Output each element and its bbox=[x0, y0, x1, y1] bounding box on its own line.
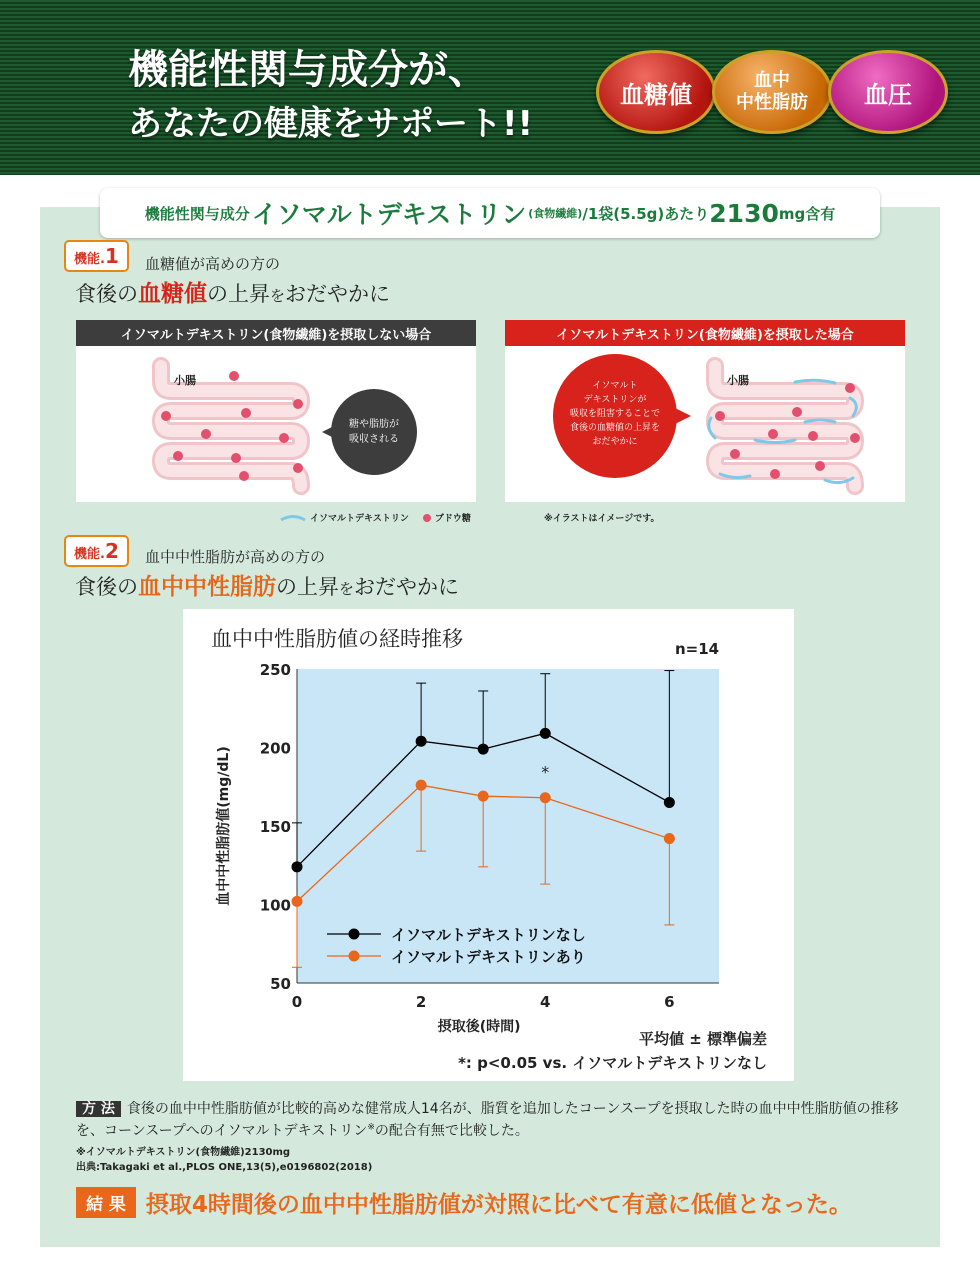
heading-part: おだやかに bbox=[285, 282, 391, 306]
data-point bbox=[478, 744, 489, 755]
data-point bbox=[664, 797, 675, 808]
legend-label: イソマルトデキストリンあり bbox=[391, 948, 586, 966]
x-tick-label: 2 bbox=[415, 993, 427, 1011]
result-label: 結 果 bbox=[76, 1187, 136, 1218]
heading-part: の上昇 bbox=[276, 575, 339, 599]
x-axis-label: 摂取後(時間) bbox=[437, 1019, 521, 1035]
heading-part: を bbox=[339, 580, 355, 598]
data-point bbox=[540, 792, 551, 803]
result-text: 摂取4時間後の血中中性脂肪値が対照に比べて有意に低値となった。 bbox=[145, 1192, 852, 1218]
legend-isomalto: イソマルトデキストリン bbox=[310, 514, 409, 524]
significance-mark: * bbox=[541, 762, 550, 782]
heading-part: 食後の bbox=[75, 282, 138, 306]
illustration-legend bbox=[280, 511, 471, 524]
chart-title: 血中中性脂肪値の経時推移 bbox=[211, 627, 463, 651]
y-tick-label: 150 bbox=[259, 818, 291, 836]
method-mark: ※ bbox=[367, 1122, 375, 1133]
ingredient-prefix: 機能性関与成分 bbox=[144, 204, 250, 223]
heading-part: おだやかに bbox=[354, 575, 460, 599]
ingredient-amount: 2130 bbox=[709, 198, 779, 228]
legend-marker bbox=[349, 929, 360, 940]
ingredient-banner bbox=[100, 188, 880, 238]
header-banner bbox=[0, 0, 980, 175]
ingredient-per: /1袋(5.5g)あたり bbox=[582, 204, 710, 223]
function1-tag bbox=[64, 240, 129, 272]
tag-number: 2 bbox=[104, 539, 119, 563]
chart-n-label: n=14 bbox=[675, 640, 720, 658]
headline-line1: 機能性関与成分が、 bbox=[128, 47, 488, 93]
without-box-title: イソマルトデキストリン(食物繊維)を摂取しない場合 bbox=[76, 320, 476, 346]
heading-part: を bbox=[270, 287, 286, 305]
speech-bubble bbox=[331, 389, 417, 475]
data-point bbox=[416, 780, 427, 791]
illustration-note: ※イラストはイメージです。 bbox=[544, 514, 660, 524]
organ-label: 小腸 bbox=[727, 374, 749, 387]
badge-label: 中性脂肪 bbox=[736, 92, 808, 113]
method-text: 食後の血中中性脂肪値が比較的高めな健常成人14名が、脂質を追加したコーンスープを摂取した時の血中中性脂肪値の推移を、コーンスープへのイソマルトデキストリン bbox=[76, 1101, 899, 1139]
headline-line2: あなたの健康をサポート!! bbox=[128, 104, 534, 144]
x-tick-label: 0 bbox=[291, 993, 303, 1011]
bubble-line1: 糖や脂肪が bbox=[349, 419, 399, 430]
heading-highlight: 血中中性脂肪 bbox=[138, 574, 276, 600]
bubble-line: おだやかに bbox=[592, 437, 638, 447]
badge-blood-pressure bbox=[828, 50, 948, 134]
function2-heading bbox=[75, 568, 459, 601]
function2-tag bbox=[64, 535, 129, 567]
footnotes bbox=[76, 1145, 372, 1175]
legend-label: イソマルトデキストリンなし bbox=[391, 926, 586, 944]
data-point bbox=[540, 728, 551, 739]
bubble-line2: 吸収される bbox=[349, 434, 399, 445]
bubble-line: デキストリンが bbox=[583, 395, 647, 405]
intestine-without-illustration bbox=[76, 346, 476, 502]
heading-part: の上昇 bbox=[207, 282, 270, 306]
method-section bbox=[76, 1099, 916, 1142]
method-text-end: の配合有無で比較した。 bbox=[374, 1122, 529, 1139]
function1-caption: 血糖値が高めの方の bbox=[145, 255, 281, 273]
heading-part: 食後の bbox=[75, 575, 138, 599]
bubble-line: 吸収を阻害することで bbox=[569, 409, 661, 419]
bubble-line: 食後の血糖値の上昇を bbox=[569, 423, 661, 433]
glucose-swatch-icon bbox=[423, 514, 431, 522]
result-section bbox=[76, 1186, 852, 1219]
footnote-dose: ※イソマルトデキストリン(食物繊維)2130mg bbox=[76, 1147, 291, 1158]
organ-label: 小腸 bbox=[174, 374, 196, 387]
badge-triglyceride bbox=[712, 50, 832, 134]
without-illustration-box bbox=[76, 320, 476, 502]
y-axis-label: 血中中性脂肪値(mg/dL) bbox=[216, 746, 232, 906]
ingredient-name: イソマルトデキストリン bbox=[251, 200, 527, 229]
tag-label: 機能. bbox=[74, 547, 105, 562]
intestine-with-illustration bbox=[505, 346, 905, 502]
chart-svg bbox=[183, 609, 794, 1081]
data-point bbox=[292, 861, 303, 872]
legend-marker bbox=[349, 951, 360, 962]
isomalto-swatch-icon bbox=[280, 514, 306, 522]
method-label: 方 法 bbox=[76, 1101, 121, 1117]
x-tick-label: 6 bbox=[664, 993, 675, 1011]
footnote-source: 出典:Takagaki et al.,PLOS ONE,13(5),e0196802(2018) bbox=[76, 1162, 373, 1173]
ingredient-type: (食物繊維) bbox=[528, 207, 583, 220]
legend-glucose: ブドウ糖 bbox=[434, 514, 471, 524]
badge-label: 血圧 bbox=[864, 80, 912, 109]
triglyceride-chart bbox=[183, 609, 794, 1081]
chart-note-stats: 平均値 ± 標準偏差 bbox=[638, 1030, 767, 1048]
data-point bbox=[416, 736, 427, 747]
bubble-line: イソマルト bbox=[592, 381, 638, 391]
function1-heading bbox=[75, 275, 390, 308]
with-box-title: イソマルトデキストリン(食物繊維)を摂取した場合 bbox=[505, 320, 905, 346]
y-tick-label: 50 bbox=[270, 975, 291, 993]
data-point bbox=[664, 833, 675, 844]
x-tick-label: 4 bbox=[540, 993, 551, 1011]
badge-label-top: 血中 bbox=[754, 69, 790, 91]
data-point bbox=[292, 896, 303, 907]
y-tick-label: 100 bbox=[259, 896, 291, 915]
y-tick-label: 200 bbox=[259, 739, 291, 758]
ingredient-suffix: mg含有 bbox=[778, 204, 836, 223]
tag-number: 1 bbox=[104, 244, 119, 268]
heading-highlight: 血糖値 bbox=[138, 281, 207, 307]
badge-label: 血糖値 bbox=[620, 80, 692, 109]
chart-note-significance: *: p<0.05 vs. イソマルトデキストリンなし bbox=[458, 1054, 767, 1072]
badge-blood-sugar bbox=[596, 50, 716, 134]
with-illustration-box bbox=[505, 320, 905, 502]
function2-caption: 血中中性脂肪が高めの方の bbox=[145, 548, 326, 566]
tag-label: 機能. bbox=[74, 252, 105, 267]
y-tick-label: 250 bbox=[259, 661, 291, 679]
data-point bbox=[478, 791, 489, 802]
